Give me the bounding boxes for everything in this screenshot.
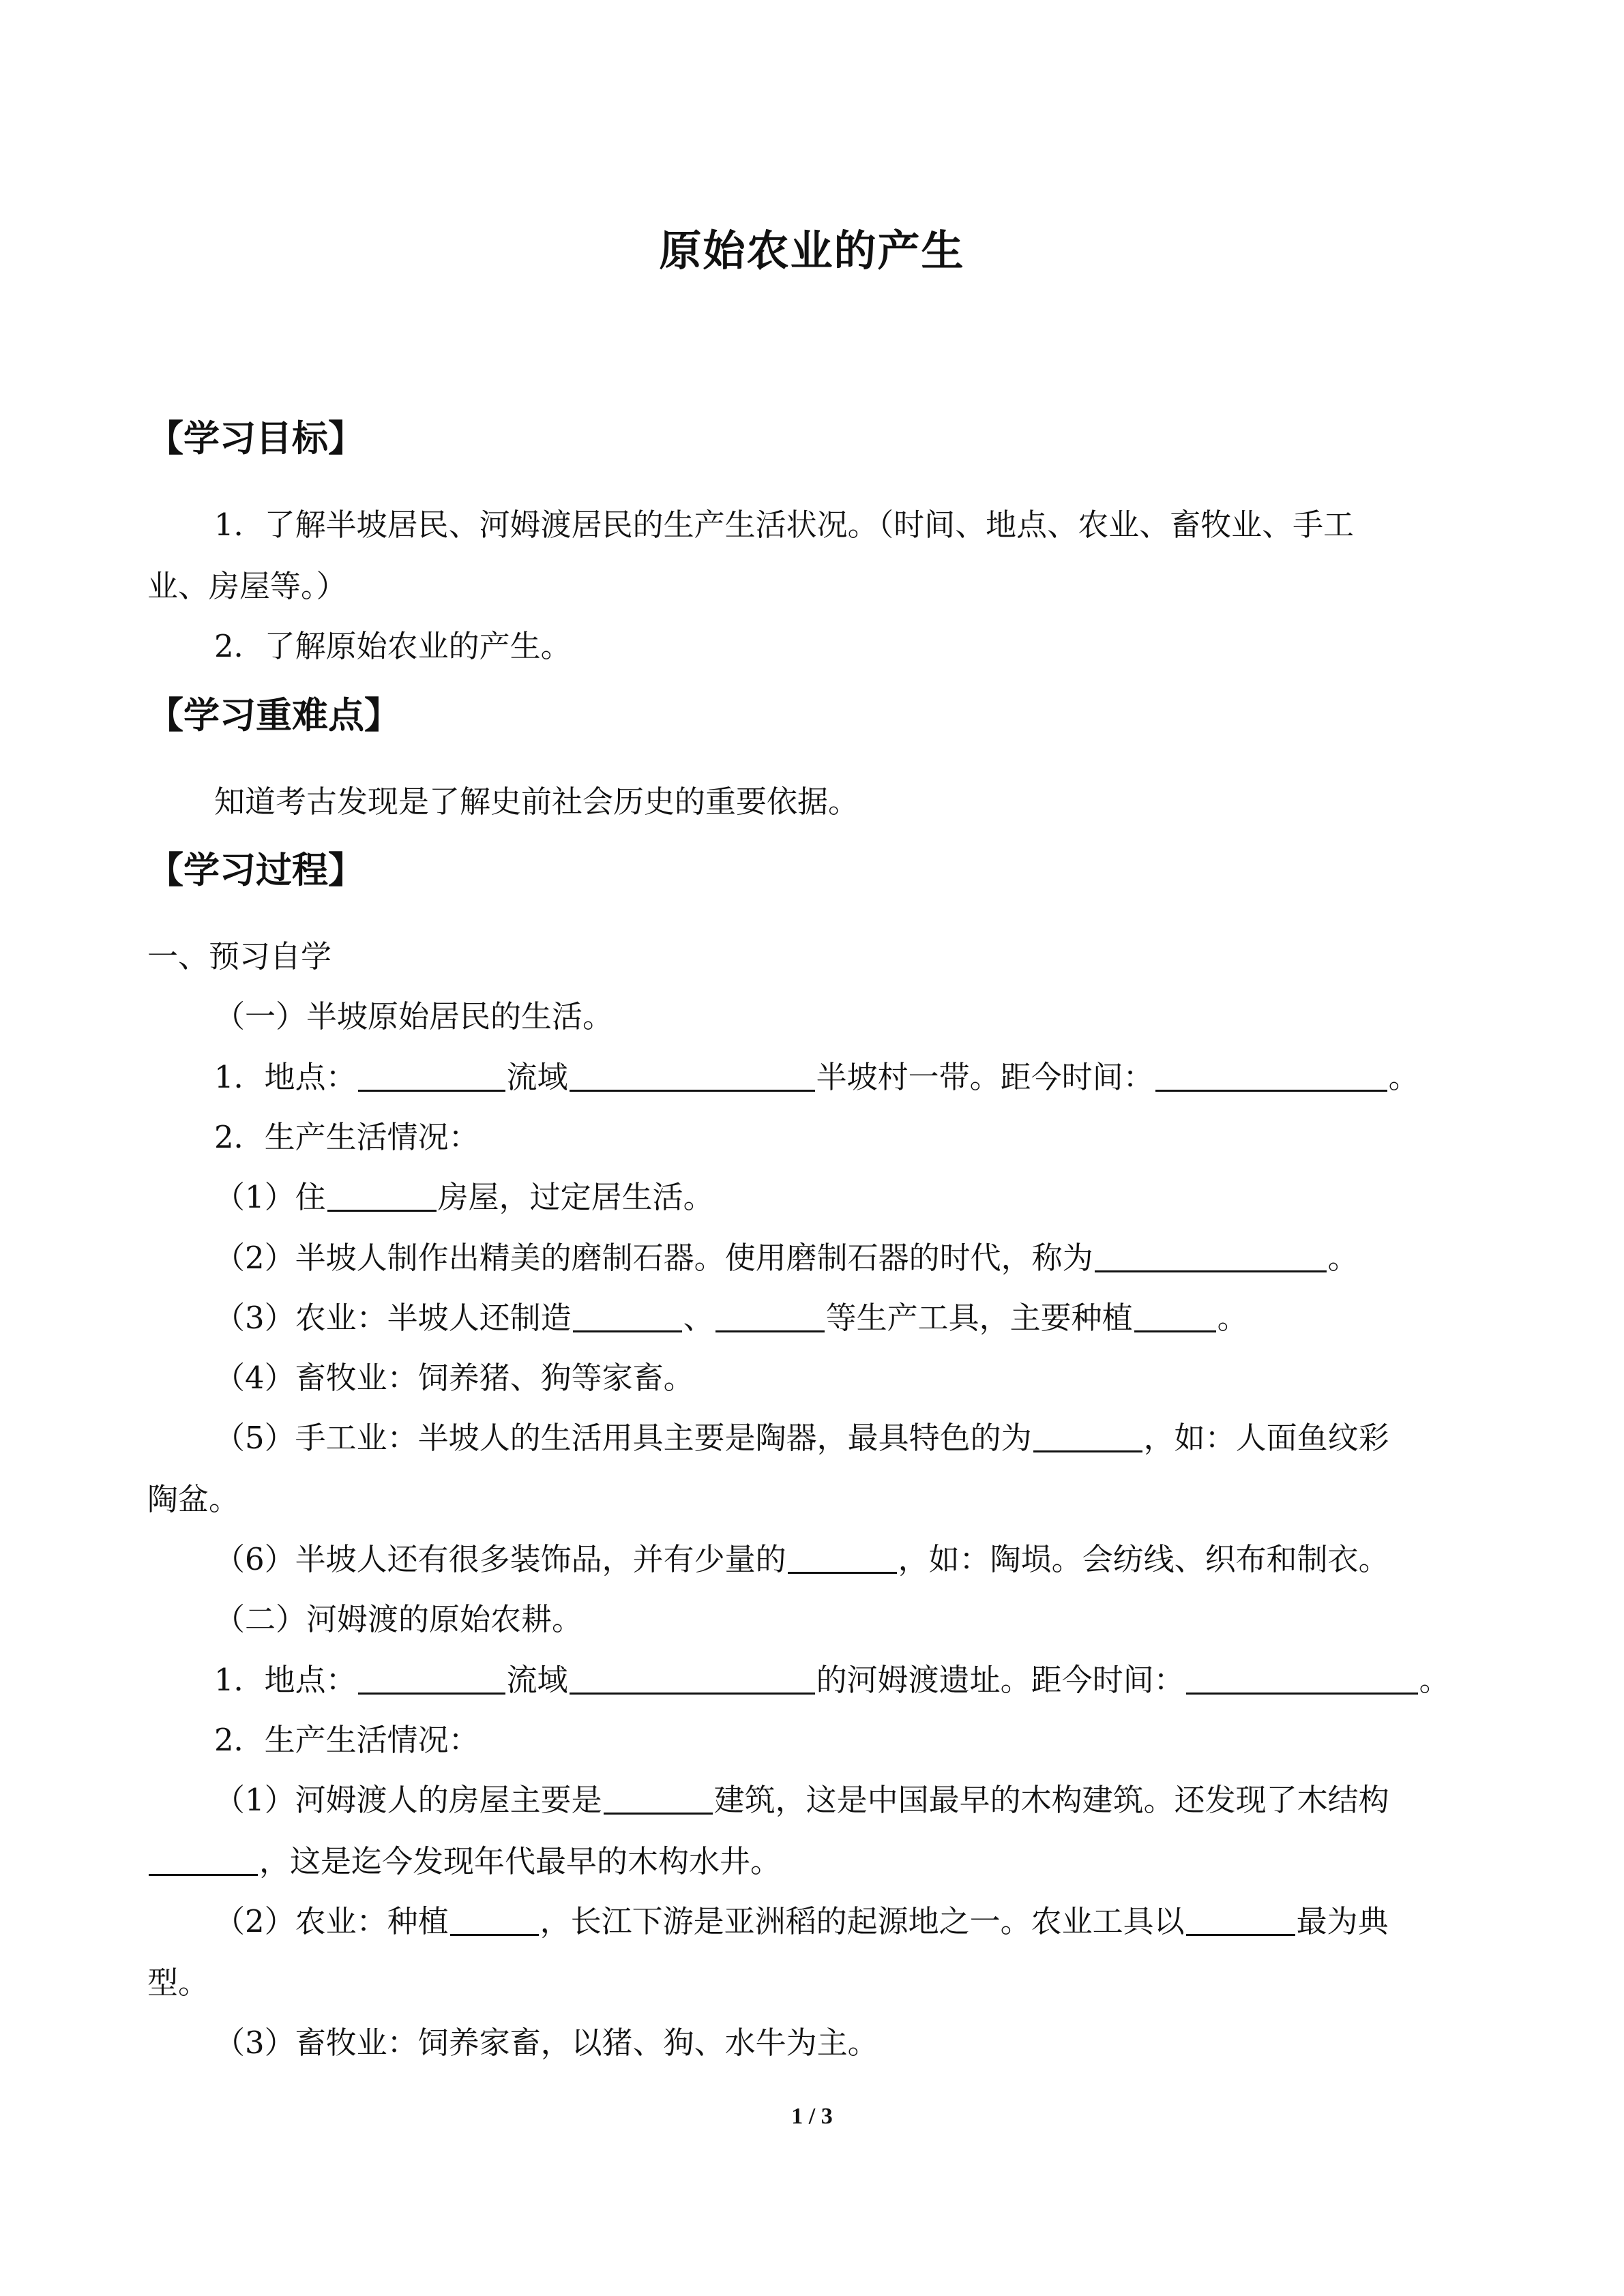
banpo-q1: （1）住 房屋，过定居生活。	[214, 1179, 714, 1215]
key-points-heading: 【学习重难点】	[147, 694, 400, 736]
goal-1-line-2: 业、房屋等。）	[147, 568, 347, 604]
fill-blank[interactable]	[573, 1303, 682, 1332]
part-1-title: 一、预习自学	[147, 938, 332, 974]
process-heading: 【学习过程】	[147, 849, 364, 891]
hemudu-title: （二）河姆渡的原始农耕。	[214, 1601, 583, 1637]
fill-blank[interactable]	[358, 1665, 505, 1695]
page-title: 原始农业的产生	[659, 226, 965, 275]
hemudu-q3: （3）畜牧业：饲养家畜，以猪、狗、水牛为主。	[214, 2025, 879, 2061]
goals-heading: 【学习目标】	[147, 417, 364, 460]
banpo-location: 1．地点： 流域 半坡村一带。距今时间： 。	[214, 1059, 1419, 1095]
fill-blank[interactable]	[149, 1847, 258, 1876]
fill-blank[interactable]	[1095, 1243, 1327, 1272]
fill-blank[interactable]	[788, 1545, 897, 1574]
fill-blank[interactable]	[570, 1665, 815, 1695]
fill-blank[interactable]	[1033, 1423, 1142, 1452]
fill-blank[interactable]	[604, 1785, 713, 1815]
key-points-text: 知道考古发现是了解史前社会历史的重要依据。	[214, 784, 859, 820]
hemudu-q1-cont: ，这是迄今发现年代最早的木构水井。	[147, 1846, 781, 1877]
fill-blank[interactable]	[450, 1907, 539, 1936]
goal-2: 2．了解原始农业的产生。	[214, 628, 572, 664]
banpo-q2: （2）半坡人制作出精美的磨制石器。使用磨制石器的时代，称为 。	[214, 1240, 1359, 1276]
banpo-q4: （4）畜牧业：饲养猪、狗等家畜。	[214, 1360, 694, 1396]
hemudu-q1: （1）河姆渡人的房屋主要是 建筑，这是中国最早的木构建筑。还发现了木结构	[214, 1782, 1389, 1818]
fill-blank[interactable]	[358, 1062, 505, 1092]
banpo-life-title: 2．生产生活情况：	[214, 1119, 479, 1155]
fill-blank[interactable]	[1186, 1665, 1418, 1695]
page-number: 1 / 3	[791, 2104, 833, 2129]
banpo-q5-cont: 陶盆。	[147, 1481, 240, 1517]
fill-blank[interactable]	[570, 1062, 815, 1092]
hemudu-life-title: 2．生产生活情况：	[214, 1722, 479, 1758]
hemudu-location: 1．地点： 流域 的河姆渡遗址。距今时间： 。	[214, 1662, 1450, 1698]
fill-blank[interactable]	[715, 1303, 825, 1332]
hemudu-q2: （2）农业：种植 ，长江下游是亚洲稻的起源地之一。农业工具以 最为典	[214, 1903, 1389, 1939]
goal-1-line-1: 1．了解半坡居民、河姆渡居民的生产生活状况。（时间、地点、农业、畜牧业、手工	[214, 507, 1355, 543]
fill-blank[interactable]	[1186, 1907, 1295, 1936]
banpo-q5: （5）手工业：半坡人的生活用具主要是陶器，最具特色的为 ，如：人面鱼纹彩	[214, 1420, 1389, 1456]
banpo-q3: （3）农业：半坡人还制造 、 等生产工具，主要种植 。	[214, 1300, 1248, 1336]
fill-blank[interactable]	[1134, 1303, 1216, 1332]
fill-blank[interactable]	[327, 1182, 437, 1212]
banpo-title: （一）半坡原始居民的生活。	[214, 998, 614, 1034]
hemudu-q2-cont: 型。	[147, 1965, 209, 2001]
banpo-q6: （6）半坡人还有很多装饰品，并有少量的 ，如：陶埙。会纺线、织布和制衣。	[214, 1541, 1389, 1577]
fill-blank[interactable]	[1155, 1062, 1387, 1092]
